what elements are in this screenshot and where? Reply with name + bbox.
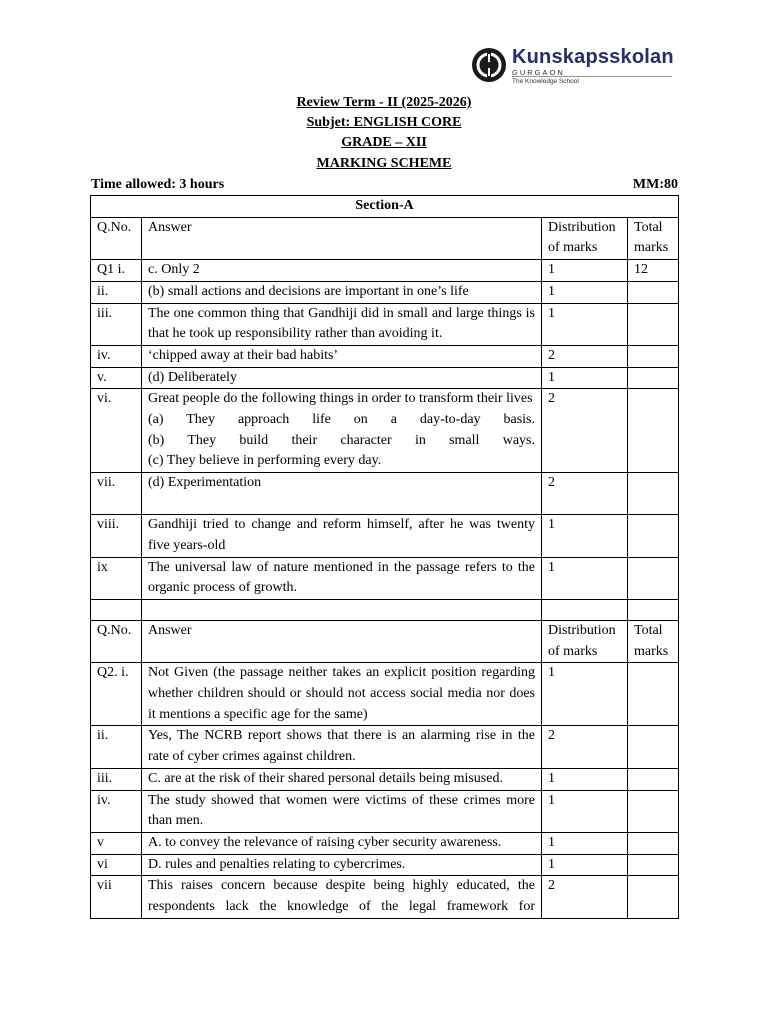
- school-logo: [470, 44, 680, 88]
- table-row: [91, 726, 679, 768]
- header-qno: Q.No.: [91, 217, 142, 259]
- table-row: [91, 260, 679, 282]
- answer-point-a: (a) They approach life on a day-to-day basis.: [148, 412, 535, 428]
- table-row: [91, 557, 679, 599]
- answer-text: ‘chipped away at their bad habits’: [142, 345, 542, 367]
- grade-heading: GRADE – XII: [341, 135, 427, 150]
- total-marks: [628, 768, 679, 790]
- answer-intro: Great people do the following things in order to transform their lives: [148, 391, 533, 407]
- answer-text: The one common thing that Gandhiji did in small and large things is that he took up responsibility rather than avoiding it.: [142, 303, 542, 345]
- table-row: [91, 345, 679, 367]
- header-answer: Answer: [142, 217, 542, 259]
- table-row: [91, 854, 679, 876]
- distribution-marks: 1: [542, 557, 628, 599]
- distribution-marks: 1: [542, 281, 628, 303]
- distribution-marks: 2: [542, 345, 628, 367]
- answer-text: D. rules and penalties relating to cybercrimes.: [142, 854, 542, 876]
- distribution-marks: 2: [542, 876, 628, 918]
- question-number: vi.: [91, 389, 142, 473]
- logo-divider: [512, 76, 672, 77]
- question-number: Q1 i.: [91, 260, 142, 282]
- total-marks: [628, 790, 679, 832]
- answer-text: The study showed that women were victims of these crimes more than men.: [142, 790, 542, 832]
- header-qno: Q.No.: [91, 620, 142, 662]
- total-marks: [628, 367, 679, 389]
- table-row: [91, 790, 679, 832]
- table-header-row: [91, 217, 679, 259]
- distribution-marks: 1: [542, 515, 628, 557]
- distribution-marks: 1: [542, 832, 628, 854]
- total-marks: [628, 557, 679, 599]
- table-row: [91, 281, 679, 303]
- header-total: Total marks: [628, 217, 679, 259]
- header-total: Total marks: [628, 620, 679, 662]
- question-number: vii.: [91, 473, 142, 515]
- total-marks: [628, 832, 679, 854]
- total-marks: [628, 281, 679, 303]
- question-number: viii.: [91, 515, 142, 557]
- review-term-heading: Review Term - II (2025-2026): [296, 95, 472, 110]
- answer-text: Not Given (the passage neither takes an explicit position regarding whether children should or should not access social media nor does it mentions a specific age for the same): [142, 663, 542, 726]
- total-marks: [628, 303, 679, 345]
- time-allowed: Time allowed: 3 hours: [91, 177, 225, 192]
- header-answer: Answer: [142, 620, 542, 662]
- answer-text: A. to convey the relevance of raising cyber security awareness.: [142, 832, 542, 854]
- answer-point-b: (b) They build their character in small ways.: [148, 432, 535, 448]
- total-marks: [628, 663, 679, 726]
- distribution-marks: 1: [542, 663, 628, 726]
- answer-text: (b) small actions and decisions are important in one’s life: [142, 281, 542, 303]
- total-marks: [628, 515, 679, 557]
- distribution-marks: 2: [542, 473, 628, 515]
- answer-text: (d) Experimentation: [142, 473, 542, 515]
- distribution-marks: 1: [542, 260, 628, 282]
- distribution-marks: 1: [542, 367, 628, 389]
- table-row: [91, 663, 679, 726]
- logo-name: Kunskapsskolan: [512, 46, 674, 68]
- answer-text: The universal law of nature mentioned in the passage refers to the organic process of growth.: [142, 557, 542, 599]
- logo-location: GURGAON: [512, 68, 565, 77]
- distribution-marks: 1: [542, 768, 628, 790]
- marking-scheme-table: [90, 195, 679, 919]
- table-row: [91, 367, 679, 389]
- distribution-marks: 2: [542, 389, 628, 473]
- question-number: Q2. i.: [91, 663, 142, 726]
- answer-text: Gandhiji tried to change and reform himself, after he was twenty five years-old: [142, 515, 542, 557]
- question-number: v.: [91, 367, 142, 389]
- question-number: vi: [91, 854, 142, 876]
- question-number: ix: [91, 557, 142, 599]
- marking-scheme-heading: MARKING SCHEME: [316, 156, 452, 171]
- total-marks: [628, 345, 679, 367]
- logo-tagline: The Knowledge School: [512, 78, 579, 85]
- answer-text: (d) Deliberately: [142, 367, 542, 389]
- distribution-marks: 1: [542, 303, 628, 345]
- spacer-row: [91, 599, 679, 620]
- table-row: [91, 303, 679, 345]
- max-marks: MM:80: [632, 177, 678, 192]
- header-distribution: Distribution of marks: [542, 620, 628, 662]
- section-title: Section-A: [91, 196, 679, 218]
- table-row: [91, 515, 679, 557]
- question-number: iii.: [91, 303, 142, 345]
- table-row: [91, 768, 679, 790]
- question-number: vii: [91, 876, 142, 918]
- answer-text: This raises concern because despite being highly educated, the respondents lack the knowledge of the legal framework for: [142, 876, 542, 918]
- kunskapsskolan-emblem-icon: [470, 44, 508, 84]
- total-marks: [628, 726, 679, 768]
- section-row: [91, 196, 679, 218]
- answer-text: [142, 389, 542, 473]
- question-number: ii.: [91, 726, 142, 768]
- answer-point-c: (c) They believe in performing every day.: [148, 453, 382, 469]
- total-marks: [628, 473, 679, 515]
- answer-text: Yes, The NCRB report shows that there is an alarming rise in the rate of cyber crimes against children.: [142, 726, 542, 768]
- answer-text: C. are at the risk of their shared personal details being misused.: [142, 768, 542, 790]
- distribution-marks: 1: [542, 790, 628, 832]
- table-row: [91, 876, 679, 918]
- question-number: ii.: [91, 281, 142, 303]
- total-marks: [628, 876, 679, 918]
- total-marks: [628, 854, 679, 876]
- total-marks: [628, 389, 679, 473]
- question-number: v: [91, 832, 142, 854]
- table-row: [91, 832, 679, 854]
- table-row: [91, 473, 679, 515]
- question-number: iv.: [91, 345, 142, 367]
- question-number: iv.: [91, 790, 142, 832]
- distribution-marks: 1: [542, 854, 628, 876]
- header-distribution: Distribution of marks: [542, 217, 628, 259]
- table-row: [91, 389, 679, 473]
- table-header-row: [91, 620, 679, 662]
- distribution-marks: 2: [542, 726, 628, 768]
- subject-heading: Subjet: ENGLISH CORE: [306, 115, 462, 130]
- answer-text: c. Only 2: [142, 260, 542, 282]
- total-marks: 12: [628, 260, 679, 282]
- question-number: iii.: [91, 768, 142, 790]
